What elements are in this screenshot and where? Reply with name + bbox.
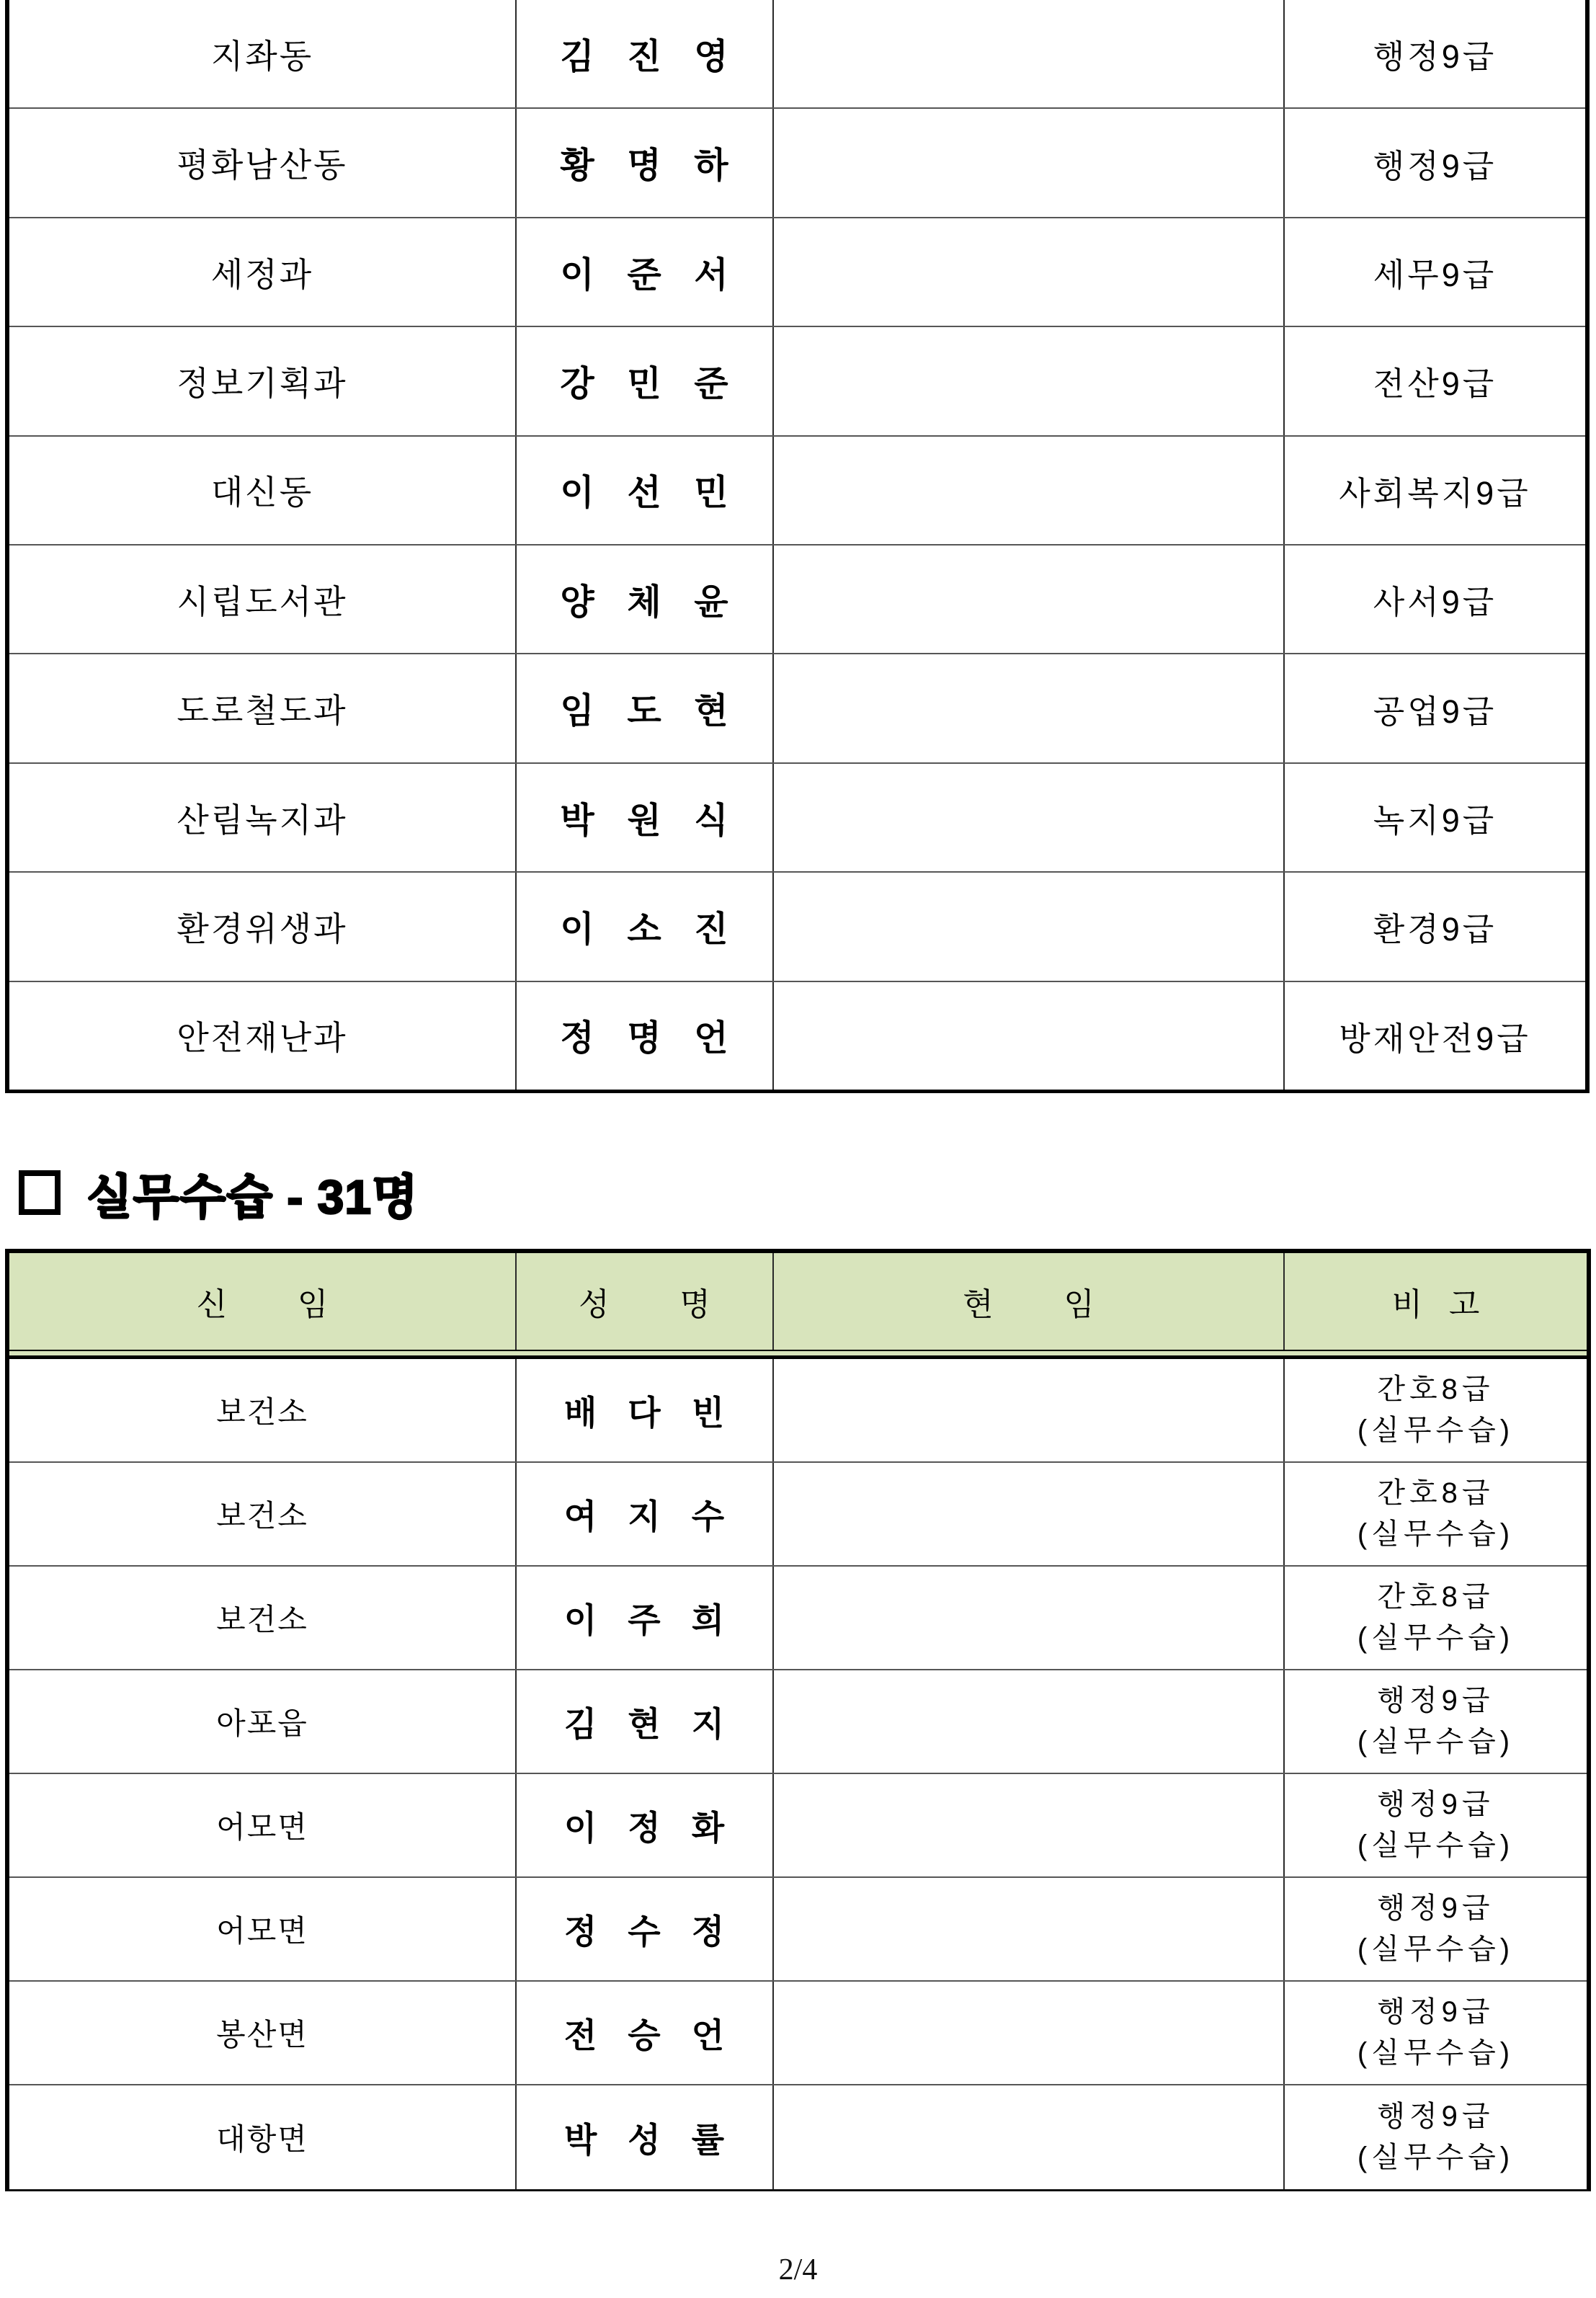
current-post-cell	[774, 1670, 1285, 1773]
new-post-cell	[9, 1774, 517, 1876]
new-post-label: 시립도서관	[177, 582, 348, 620]
name-cell	[517, 1670, 774, 1773]
name-label: 이 준 서	[560, 255, 729, 295]
new-post-label: 보건소	[216, 1499, 308, 1533]
table-row	[9, 1670, 1587, 1774]
page-number: 2/4	[778, 2253, 818, 2286]
name-cell	[517, 764, 774, 871]
name-cell	[517, 873, 774, 980]
new-post-cell	[9, 654, 517, 762]
name-label: 강 민 준	[560, 364, 729, 404]
new-post-cell	[9, 764, 517, 871]
new-post-cell	[9, 1567, 517, 1669]
note-cell	[1285, 873, 1585, 980]
new-post-cell	[9, 2085, 517, 2189]
new-post-cell	[9, 327, 517, 435]
new-post-cell	[9, 545, 517, 653]
name-label: 임 도 현	[560, 692, 729, 731]
note-label: 전산9급	[1373, 365, 1497, 403]
section-title: 실무수습 - 31명	[86, 1170, 419, 1224]
header-current-label: 현 임	[963, 1287, 1095, 1322]
name-label: 이 소 진	[560, 909, 729, 949]
new-post-label: 대신동	[210, 473, 314, 512]
new-post-cell	[9, 109, 517, 216]
note-grade-label: 간호8급	[1377, 1477, 1494, 1510]
note-cell	[1285, 109, 1585, 216]
name-cell	[517, 1878, 774, 1980]
note-label: 방재안전9급	[1339, 1020, 1531, 1057]
table-row	[9, 437, 1585, 545]
name-label: 박 원 식	[560, 801, 729, 840]
new-post-label: 환경위생과	[177, 909, 348, 948]
name-label: 전 승 언	[563, 2016, 726, 2054]
note-label: 녹지9급	[1373, 802, 1497, 840]
header-new-post-label: 신 임	[196, 1287, 329, 1322]
note-cell	[1285, 2085, 1587, 2189]
new-post-label: 어모면	[216, 1914, 308, 1948]
name-cell	[517, 982, 774, 1090]
name-cell	[517, 1982, 774, 2084]
note-status-label: (실무수습)	[1357, 1830, 1515, 1861]
table-row	[9, 545, 1585, 654]
table-row	[9, 0, 1585, 109]
new-post-label: 도로철도과	[177, 692, 348, 730]
note-cell	[1285, 1670, 1587, 1773]
current-post-cell	[774, 0, 1285, 107]
new-post-cell	[9, 1670, 517, 1773]
note-cell	[1285, 1982, 1587, 2084]
note-label: 행정9급	[1373, 38, 1497, 76]
new-post-label: 대항면	[216, 2122, 308, 2156]
note-cell	[1285, 545, 1585, 653]
note-cell	[1285, 0, 1585, 107]
table-row	[9, 1463, 1587, 1567]
name-label: 이 주 희	[563, 1600, 726, 1639]
name-label: 황 명 하	[560, 146, 729, 186]
note-cell	[1285, 1567, 1587, 1669]
new-post-cell	[9, 1878, 517, 1980]
table-row	[9, 1567, 1587, 1670]
note-grade-label: 행정9급	[1377, 1685, 1494, 1717]
current-post-cell	[774, 327, 1285, 435]
current-post-cell	[774, 1878, 1285, 1980]
new-post-cell	[9, 982, 517, 1090]
name-cell	[517, 1567, 774, 1669]
name-cell	[517, 218, 774, 326]
note-label: 행정9급	[1373, 147, 1497, 184]
table-row	[9, 109, 1585, 218]
note-status-label: (실무수습)	[1357, 1933, 1515, 1965]
new-post-cell	[9, 0, 517, 107]
name-label: 정 수 정	[563, 1912, 726, 1951]
name-cell	[517, 1463, 774, 1565]
name-label: 양 체 윤	[560, 582, 729, 622]
note-cell	[1285, 327, 1585, 435]
current-post-cell	[774, 1982, 1285, 2084]
table-row	[9, 2085, 1587, 2189]
name-label: 박 성 률	[563, 2120, 726, 2159]
current-post-cell	[774, 654, 1285, 762]
name-cell	[517, 1359, 774, 1461]
new-post-label: 정보기획과	[177, 364, 348, 402]
current-post-cell	[774, 437, 1285, 544]
note-cell	[1285, 1359, 1587, 1461]
new-post-label: 평화남산동	[177, 146, 348, 184]
new-post-label: 산림녹지과	[177, 801, 348, 839]
header-name	[517, 1253, 774, 1350]
note-label: 환경9급	[1373, 911, 1497, 948]
note-cell	[1285, 1463, 1587, 1565]
header-note-label: 비 고	[1391, 1287, 1480, 1322]
current-post-cell	[774, 873, 1285, 980]
name-cell	[517, 0, 774, 107]
section-marker-box-icon	[19, 1170, 61, 1215]
header-new-post	[9, 1253, 517, 1350]
current-post-cell	[774, 109, 1285, 216]
note-status-label: (실무수습)	[1357, 2142, 1515, 2173]
note-grade-label: 행정9급	[1377, 2101, 1494, 2133]
header-name-label: 성 명	[579, 1287, 710, 1322]
new-post-label: 안전재난과	[177, 1019, 348, 1057]
new-post-label: 봉산면	[216, 2018, 308, 2052]
note-cell	[1285, 1878, 1587, 1980]
new-post-cell	[9, 1359, 517, 1461]
note-grade-label: 행정9급	[1377, 1996, 1494, 2028]
new-post-cell	[9, 218, 517, 326]
table-row	[9, 654, 1585, 763]
note-cell	[1285, 1774, 1587, 1876]
new-post-label: 아포읍	[216, 1706, 308, 1740]
new-post-label: 보건소	[216, 1603, 308, 1636]
table-row	[9, 764, 1585, 873]
new-post-label: 지좌동	[210, 37, 314, 75]
name-cell	[517, 654, 774, 762]
note-label: 세무9급	[1373, 257, 1497, 294]
table-header-row	[9, 1253, 1587, 1351]
note-status-label: (실무수습)	[1357, 1415, 1515, 1446]
current-post-cell	[774, 1359, 1285, 1461]
name-label: 정 명 언	[560, 1019, 729, 1059]
note-status-label: (실무수습)	[1357, 2037, 1515, 2069]
note-cell	[1285, 764, 1585, 871]
table-row	[9, 982, 1585, 1090]
section-heading	[19, 1166, 419, 1224]
new-post-cell	[9, 1982, 517, 2084]
name-cell	[517, 2085, 774, 2189]
table-row	[9, 327, 1585, 436]
training-table	[5, 1249, 1591, 2191]
current-post-cell	[774, 1463, 1285, 1565]
table-row	[9, 1878, 1587, 1982]
name-label: 이 정 화	[563, 1808, 726, 1847]
note-cell	[1285, 654, 1585, 762]
note-status-label: (실무수습)	[1357, 1622, 1515, 1654]
appointment-table-continued	[5, 0, 1590, 1093]
name-label: 이 선 민	[560, 473, 729, 513]
new-post-cell	[9, 1463, 517, 1565]
note-grade-label: 간호8급	[1377, 1373, 1494, 1406]
name-label: 김 현 지	[563, 1704, 726, 1743]
name-cell	[517, 109, 774, 216]
name-cell	[517, 437, 774, 544]
table-row	[9, 218, 1585, 327]
note-cell	[1285, 437, 1585, 544]
header-note	[1285, 1253, 1587, 1350]
current-post-cell	[774, 764, 1285, 871]
note-label: 사서9급	[1373, 584, 1497, 621]
note-status-label: (실무수습)	[1357, 1726, 1515, 1758]
new-post-label: 어모면	[216, 1810, 308, 1844]
current-post-cell	[774, 545, 1285, 653]
new-post-cell	[9, 437, 517, 544]
note-label: 공업9급	[1373, 692, 1497, 730]
note-grade-label: 행정9급	[1377, 1892, 1494, 1925]
name-label: 배 다 빈	[563, 1393, 726, 1432]
name-cell	[517, 1774, 774, 1876]
note-label: 사회복지9급	[1339, 474, 1531, 512]
current-post-cell	[774, 1567, 1285, 1669]
table-row	[9, 1359, 1587, 1463]
current-post-cell	[774, 982, 1285, 1090]
note-cell	[1285, 218, 1585, 326]
name-cell	[517, 545, 774, 653]
note-grade-label: 간호8급	[1377, 1581, 1494, 1613]
note-grade-label: 행정9급	[1377, 1789, 1494, 1821]
new-post-label: 세정과	[210, 255, 314, 293]
name-cell	[517, 327, 774, 435]
table-row	[9, 1982, 1587, 2085]
name-label: 김 진 영	[560, 37, 729, 76]
header-double-rule	[9, 1351, 1587, 1359]
note-status-label: (실무수습)	[1357, 1518, 1515, 1550]
new-post-label: 보건소	[216, 1395, 308, 1429]
current-post-cell	[774, 218, 1285, 326]
name-label: 여 지 수	[563, 1497, 726, 1536]
current-post-cell	[774, 1774, 1285, 1876]
header-current	[774, 1253, 1285, 1350]
current-post-cell	[774, 2085, 1285, 2189]
new-post-cell	[9, 873, 517, 980]
table-row	[9, 873, 1585, 981]
table-row	[9, 1774, 1587, 1878]
note-cell	[1285, 982, 1585, 1090]
